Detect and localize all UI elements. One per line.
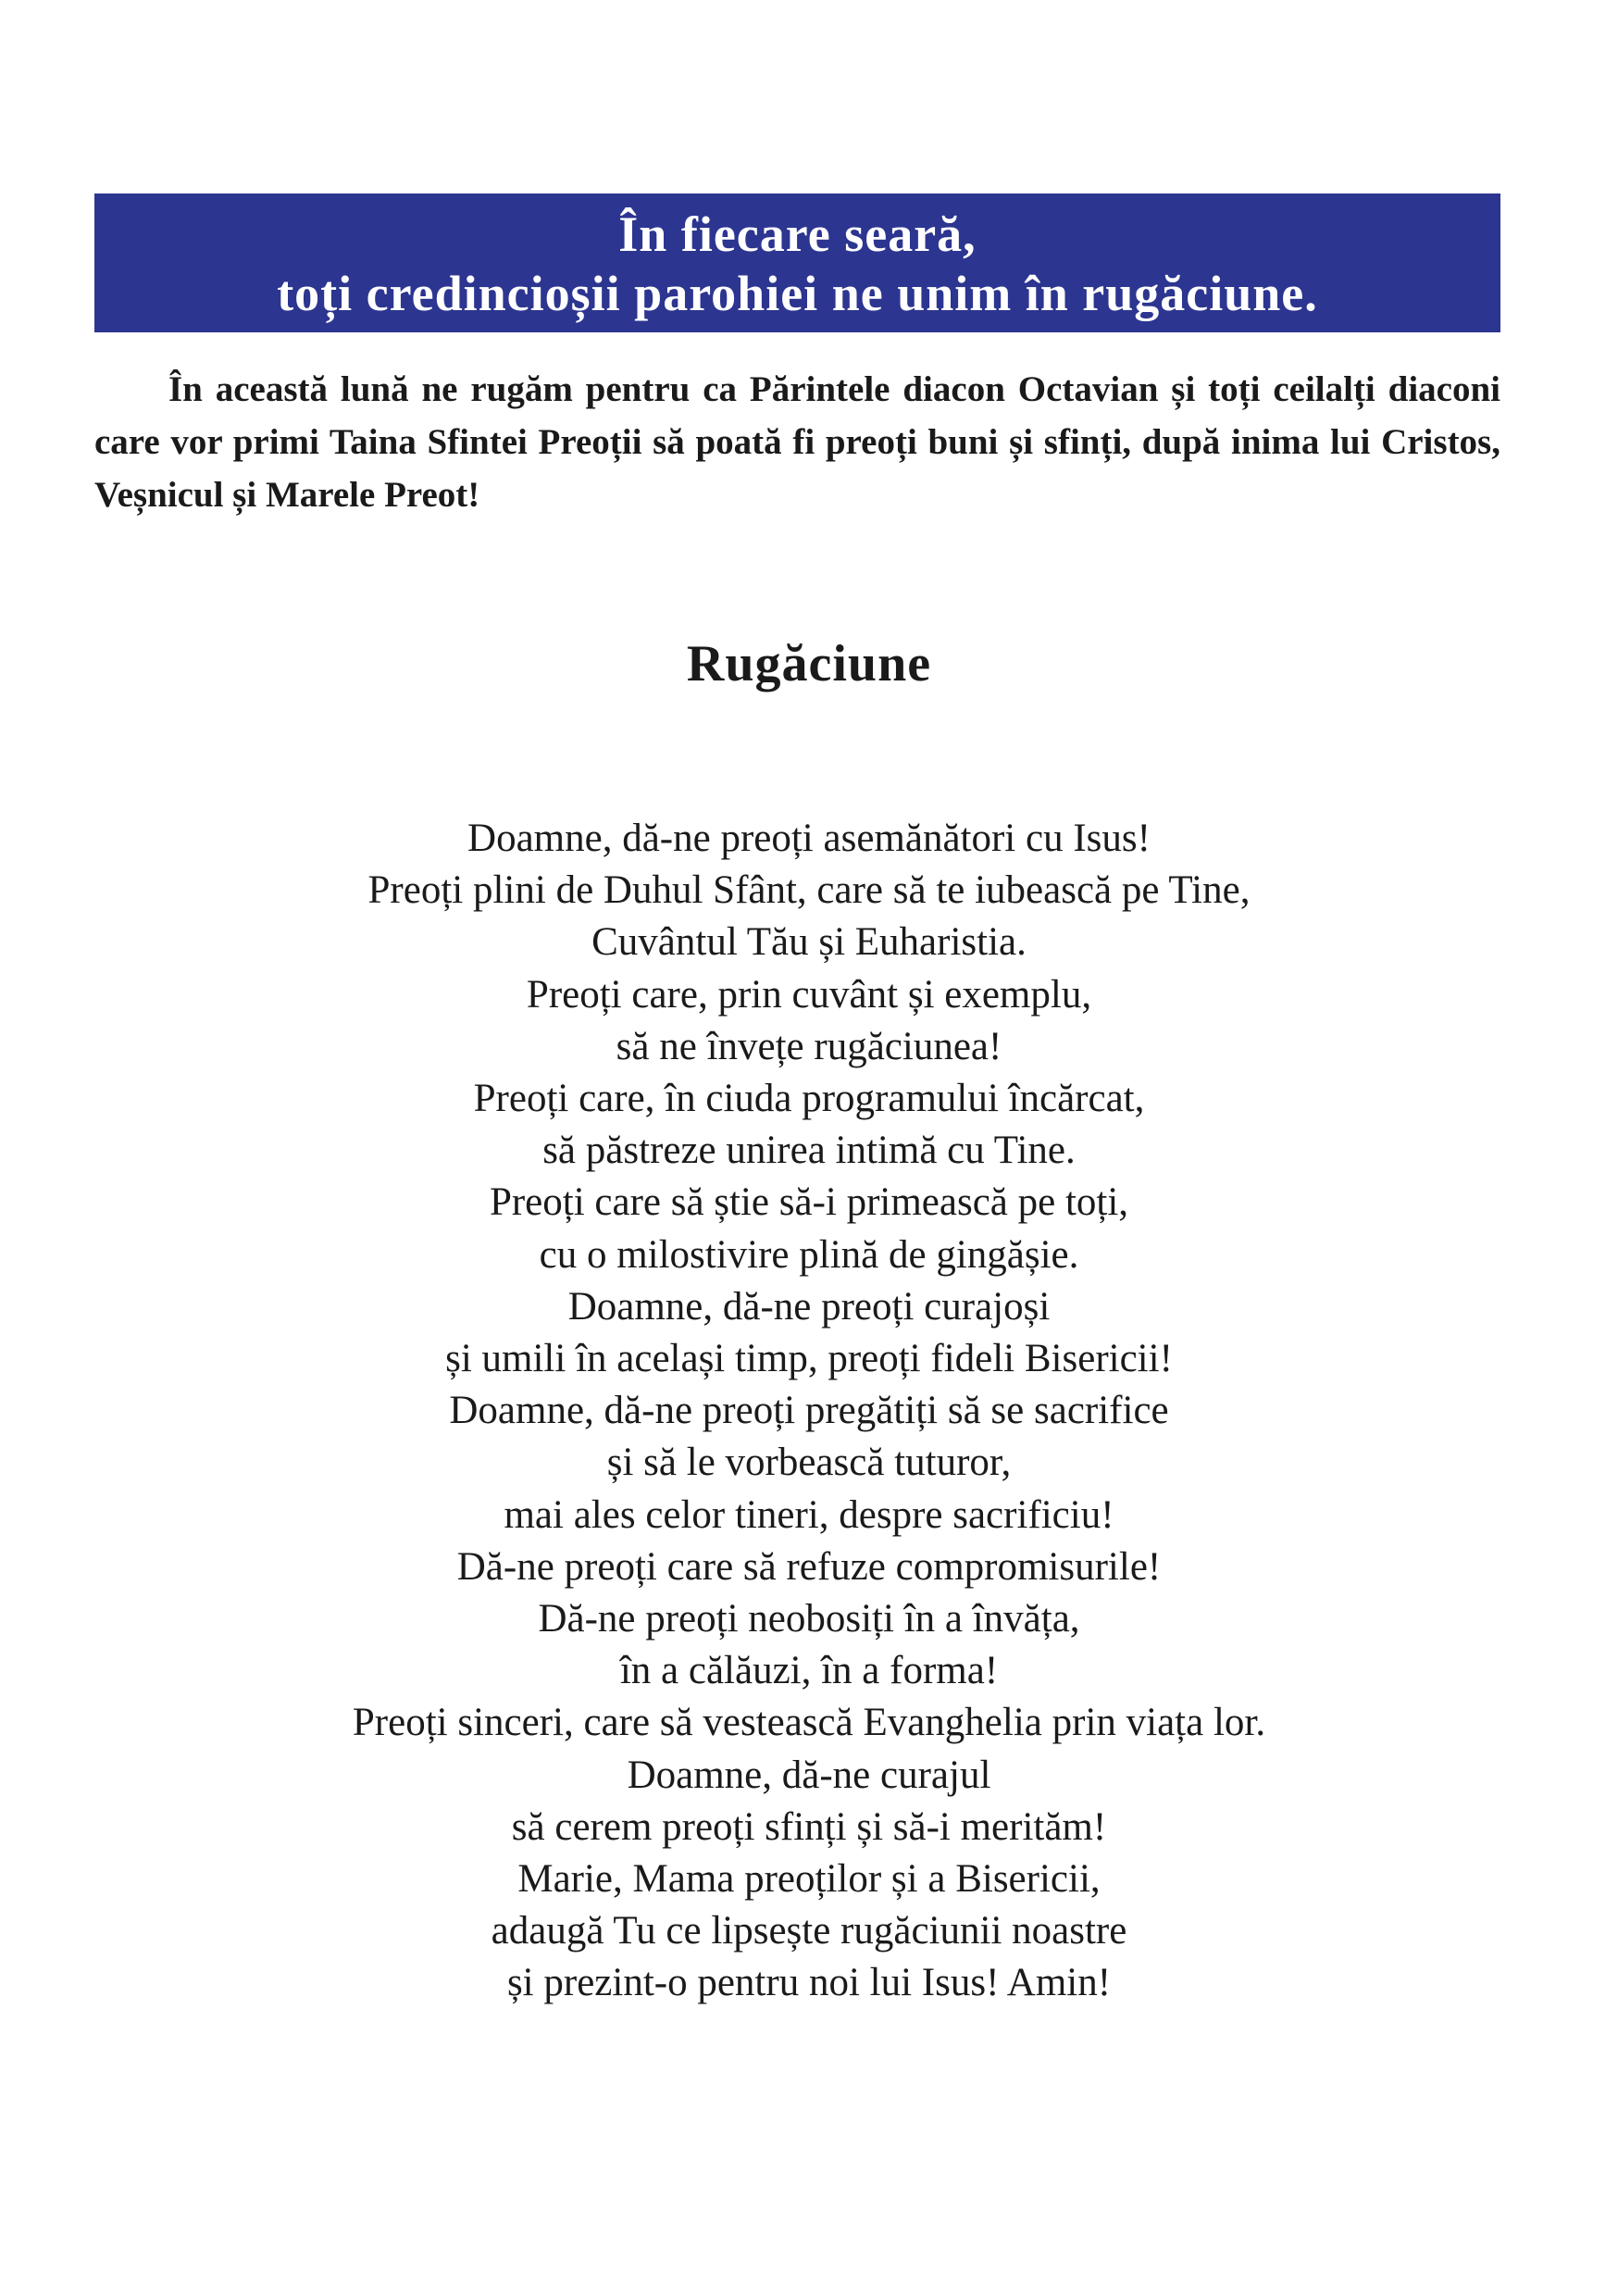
prayer-line: Doamne, dă-ne preoți asemănători cu Isus! [467, 817, 1151, 860]
intro-paragraph: În această lună ne rugăm pentru ca Părintele diacon Octavian și toți ceilalți diaconi care vor primi Taina Sfintei Preoții să poată fi preoți buni și sfinți, după inima lui Cristos, Veșnicul și Marele Preot! [94, 369, 1500, 515]
prayer-line: să ne învețe rugăciunea! [616, 1024, 1002, 1068]
prayer-line: Preoți care, în ciuda programului încărcat, [473, 1077, 1145, 1121]
prayer-line: Doamne, dă-ne preoți curajoși [567, 1284, 1051, 1329]
prayer-line: și prezint-o pentru noi lui Isus! Amin! [506, 1961, 1112, 2005]
prayer-line: Preoți care, prin cuvânt și exemplu, [526, 972, 1092, 1017]
prayer-line: și să le vorbească tuturor, [606, 1441, 1012, 1485]
prayer-line: Marie, Mama preoților și a Bisericii, [517, 1857, 1101, 1902]
prayer-line: mai ales celor tineri, despre sacrificiu! [504, 1492, 1114, 1537]
banner-line-1: În fiecare seară, [618, 206, 977, 262]
prayer-line: să păstreze unirea intimă cu Tine. [542, 1129, 1076, 1173]
prayer-line: să cerem preoți sfinți și să-i merităm! [511, 1804, 1107, 1849]
header-banner [94, 193, 1500, 332]
prayer-line: Doamne, dă-ne preoți pregătiți să se sacrifice [449, 1389, 1169, 1433]
banner-line-2: toți credincioșii parohiei ne unim în rugăciune. [277, 266, 1318, 321]
prayer-line: Doamne, dă-ne curajul [627, 1753, 991, 1797]
prayer-line: adaugă Tu ce lipsește rugăciunii noastre [491, 1909, 1127, 1953]
prayer-line: Preoți care să știe să-i primească pe toți, [489, 1180, 1129, 1225]
prayer-body [0, 813, 1618, 2010]
prayer-line: Dă-ne preoți neobosiți în a învăța, [538, 1597, 1080, 1641]
prayer-line: cu o milostivire plină de gingășie. [539, 1232, 1079, 1277]
prayer-line: și umili în același timp, preoți fideli Bisericii! [445, 1337, 1173, 1381]
prayer-line: Preoți sinceri, care să vestească Evanghelia prin viața lor. [352, 1701, 1266, 1745]
prayer-line: Cuvântul Tău și Euharistia. [591, 920, 1027, 965]
prayer-title: Rugăciune [686, 635, 932, 693]
prayer-line: Preoți plini de Duhul Sfânt, care să te iubească pe Tine, [367, 868, 1251, 913]
prayer-line: în a călăuzi, în a forma! [619, 1649, 999, 1693]
prayer-line: Dă-ne preoți care să refuze compromisurile! [456, 1544, 1162, 1589]
